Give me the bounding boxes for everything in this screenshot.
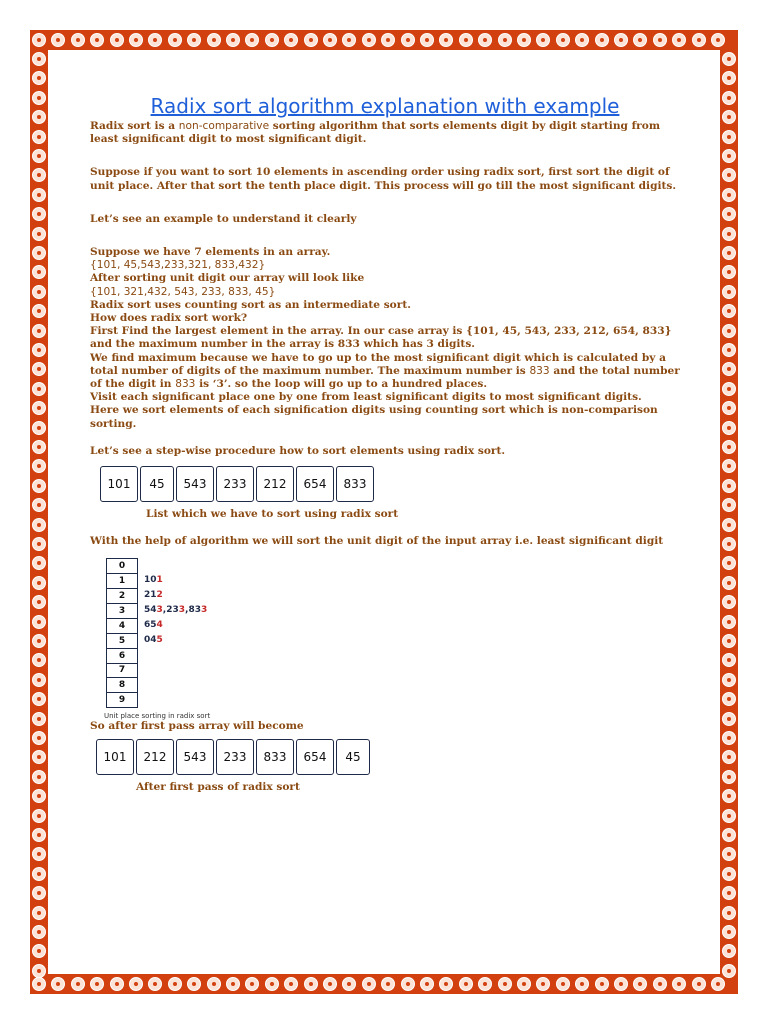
flower-ornament bbox=[265, 977, 279, 991]
array-cell: 833 bbox=[256, 739, 294, 775]
flower-ornament bbox=[32, 91, 46, 105]
flower-ornament bbox=[722, 130, 736, 144]
flower-ornament bbox=[148, 977, 162, 991]
flower-ornament bbox=[722, 304, 736, 318]
flower-ornament bbox=[342, 977, 356, 991]
flower-ornament bbox=[595, 977, 609, 991]
how-heading: How does radix sort work? bbox=[90, 312, 248, 325]
flower-ornament bbox=[722, 459, 736, 473]
bucket-row bbox=[144, 693, 207, 708]
flower-ornament bbox=[653, 977, 667, 991]
flower-ornament bbox=[722, 382, 736, 396]
flower-ornament bbox=[32, 576, 46, 590]
flower-ornament bbox=[32, 964, 46, 978]
flower-ornament bbox=[32, 847, 46, 861]
flower-ornament bbox=[614, 977, 628, 991]
flower-ornament bbox=[722, 324, 736, 338]
flower-ornament bbox=[32, 265, 46, 279]
flower-ornament bbox=[722, 362, 736, 376]
bucket-index: 6 bbox=[107, 648, 138, 663]
flower-ornament bbox=[722, 750, 736, 764]
flower-ornament bbox=[32, 770, 46, 784]
flower-ornament bbox=[722, 71, 736, 85]
array-cell: 233 bbox=[216, 466, 254, 502]
input-array bbox=[100, 466, 680, 502]
unit-digit-paragraph: With the help of algorithm we will sort the unit digit of the input array i.e. least significant digit bbox=[90, 535, 664, 548]
bucket-diagram bbox=[106, 548, 680, 708]
bucket-row bbox=[144, 633, 207, 648]
counting-sort-note: Radix sort uses counting sort as an intermediate sort. bbox=[90, 298, 411, 311]
flower-ornament bbox=[284, 977, 298, 991]
page-title: Radix sort algorithm explanation with example bbox=[150, 94, 620, 118]
flower-ornament bbox=[32, 692, 46, 706]
array-cell: 212 bbox=[256, 466, 294, 502]
flower-ornament bbox=[226, 977, 240, 991]
array-cell: 654 bbox=[296, 739, 334, 775]
flower-ornament bbox=[722, 168, 736, 182]
flower-ornament bbox=[32, 479, 46, 493]
flower-ornament bbox=[722, 149, 736, 163]
flower-ornament bbox=[722, 440, 736, 454]
first-pass-caption: After first pass of radix sort bbox=[136, 781, 300, 794]
flower-ornament bbox=[653, 33, 667, 47]
flower-ornament bbox=[207, 977, 221, 991]
flower-ornament bbox=[722, 246, 736, 260]
bucket-row bbox=[144, 618, 207, 633]
flower-ornament bbox=[722, 401, 736, 415]
bucket-item: 543 bbox=[144, 605, 163, 616]
first-pass-array bbox=[96, 739, 680, 775]
flower-ornament bbox=[381, 33, 395, 47]
flower-ornament bbox=[459, 977, 473, 991]
flower-ornament bbox=[32, 731, 46, 745]
flower-ornament bbox=[362, 977, 376, 991]
bucket-index: 9 bbox=[107, 693, 138, 708]
flower-ornament bbox=[556, 33, 570, 47]
flower-ornament bbox=[575, 33, 589, 47]
flower-ornament bbox=[722, 576, 736, 590]
flower-ornament bbox=[722, 285, 736, 299]
flower-ornament bbox=[32, 750, 46, 764]
flower-ornament bbox=[722, 52, 736, 66]
bucket-index: 5 bbox=[107, 633, 138, 648]
flower-ornament bbox=[362, 33, 376, 47]
flower-ornament bbox=[32, 401, 46, 415]
flower-ornament bbox=[722, 479, 736, 493]
flower-ornament bbox=[722, 207, 736, 221]
flower-ornament bbox=[32, 227, 46, 241]
flower-ornament bbox=[32, 188, 46, 202]
flower-ornament bbox=[32, 634, 46, 648]
flower-ornament bbox=[32, 828, 46, 842]
bucket-index: 1 bbox=[107, 574, 138, 589]
flower-ornament bbox=[51, 33, 65, 47]
flower-ornament bbox=[168, 977, 182, 991]
flower-ornament bbox=[722, 110, 736, 124]
array-original: {101, 45,543,233,321, 833,432} bbox=[90, 259, 266, 272]
flower-ornament bbox=[722, 227, 736, 241]
flower-ornament bbox=[633, 33, 647, 47]
intro-paragraph: Radix sort is a non-comparative sorting algorithm that sorts elements digit by digit starting from least significant digit to most significant digit. bbox=[90, 120, 661, 146]
flower-ornament bbox=[536, 33, 550, 47]
flower-ornament bbox=[32, 867, 46, 881]
flower-ornament bbox=[129, 977, 143, 991]
flower-ornament bbox=[32, 304, 46, 318]
flower-ornament bbox=[304, 977, 318, 991]
bucket-index: 0 bbox=[107, 559, 138, 574]
flower-ornament bbox=[226, 33, 240, 47]
flower-ornament bbox=[722, 964, 736, 978]
flower-ornament bbox=[722, 925, 736, 939]
flower-ornament bbox=[187, 33, 201, 47]
array-cell: 233 bbox=[216, 739, 254, 775]
paragraph-example: Let’s see an example to understand it clearly bbox=[90, 212, 357, 225]
flower-ornament bbox=[265, 33, 279, 47]
flower-ornament bbox=[245, 977, 259, 991]
unit-sort-caption: Unit place sorting in radix sort bbox=[104, 712, 211, 721]
flower-ornament bbox=[71, 33, 85, 47]
array-cell: 101 bbox=[96, 739, 134, 775]
flower-ornament bbox=[722, 265, 736, 279]
flower-ornament bbox=[722, 944, 736, 958]
flower-ornament bbox=[722, 789, 736, 803]
flower-ornament bbox=[420, 977, 434, 991]
flower-ornament bbox=[722, 906, 736, 920]
flower-ornament bbox=[420, 33, 434, 47]
unit-sort-description: After sorting unit digit our array will look like bbox=[90, 272, 365, 285]
bucket-index: 8 bbox=[107, 678, 138, 693]
flower-ornament bbox=[401, 977, 415, 991]
flower-ornament bbox=[32, 343, 46, 357]
flower-ornament bbox=[129, 33, 143, 47]
flower-ornament bbox=[498, 33, 512, 47]
flower-ornament bbox=[722, 809, 736, 823]
bucket-index: 7 bbox=[107, 663, 138, 678]
stepwise-heading: Let’s see a step-wise procedure how to sort elements using radix sort. bbox=[90, 444, 506, 457]
bucket-item: 833 bbox=[188, 605, 208, 616]
flower-ornament bbox=[439, 977, 453, 991]
array-cell: 101 bbox=[100, 466, 138, 502]
bucket-row bbox=[144, 663, 207, 678]
flower-ornament bbox=[32, 285, 46, 299]
flower-ornament bbox=[32, 130, 46, 144]
flower-ornament bbox=[722, 847, 736, 861]
flower-ornament bbox=[284, 33, 298, 47]
flower-ornament bbox=[32, 459, 46, 473]
flower-ornament bbox=[32, 168, 46, 182]
flower-ornament bbox=[90, 33, 104, 47]
flower-ornament bbox=[32, 556, 46, 570]
flower-ornament bbox=[32, 52, 46, 66]
flower-ornament bbox=[478, 977, 492, 991]
flower-ornament bbox=[32, 498, 46, 512]
flower-ornament bbox=[595, 33, 609, 47]
array-cell: 833 bbox=[336, 466, 374, 502]
flower-ornament bbox=[51, 977, 65, 991]
flower-ornament bbox=[517, 33, 531, 47]
array-cell: 212 bbox=[136, 739, 174, 775]
flower-ornament bbox=[32, 110, 46, 124]
flower-ornament bbox=[32, 71, 46, 85]
bucket-item: 654 bbox=[144, 620, 163, 631]
flower-ornament bbox=[722, 867, 736, 881]
flower-ornament bbox=[575, 977, 589, 991]
flower-ornament bbox=[711, 977, 725, 991]
bucket-item: 212 bbox=[144, 590, 163, 601]
bucket-row bbox=[144, 648, 207, 663]
flower-ornament bbox=[32, 809, 46, 823]
flower-ornament bbox=[32, 906, 46, 920]
flower-ornament bbox=[672, 33, 686, 47]
flower-ornament bbox=[187, 977, 201, 991]
bucket-row bbox=[144, 558, 207, 573]
flower-ornament bbox=[71, 977, 85, 991]
bucket-item: 101 bbox=[144, 575, 163, 586]
flower-ornament bbox=[722, 556, 736, 570]
flower-ornament bbox=[32, 421, 46, 435]
flower-ornament bbox=[722, 91, 736, 105]
flower-ornament bbox=[32, 653, 46, 667]
array-after-unit: {101, 321,432, 543, 233, 833, 45} bbox=[90, 285, 276, 298]
flower-ornament bbox=[32, 712, 46, 726]
find-largest: First Find the largest element in the array. In our case array is {101, 45, 543, 233, 212, 654, 833} and the maximum number in the array is 833 which has 3 digits. bbox=[90, 325, 672, 351]
array-description: Suppose we have 7 elements in an array. bbox=[90, 246, 331, 259]
flower-ornament bbox=[722, 692, 736, 706]
flower-ornament bbox=[439, 33, 453, 47]
flower-ornament bbox=[168, 33, 182, 47]
flower-ornament bbox=[32, 673, 46, 687]
flower-ornament bbox=[32, 207, 46, 221]
flower-ornament bbox=[722, 770, 736, 784]
flower-ornament bbox=[722, 731, 736, 745]
flower-ornament bbox=[517, 977, 531, 991]
bucket-item: 045 bbox=[144, 635, 163, 646]
after-first-pass-text: So after first pass array will become bbox=[90, 720, 304, 733]
flower-ornament bbox=[722, 518, 736, 532]
flower-ornament bbox=[672, 977, 686, 991]
flower-ornament bbox=[722, 712, 736, 726]
bucket-contents bbox=[144, 558, 207, 708]
flower-ornament bbox=[32, 944, 46, 958]
flower-ornament bbox=[381, 977, 395, 991]
flower-ornament bbox=[32, 595, 46, 609]
paragraph-ascending: Suppose if you want to sort 10 elements in ascending order using radix sort, first sort the digit of unit place. After that sort the tenth place digit. This process will go till the most significant digits. bbox=[90, 166, 677, 192]
flower-ornament bbox=[556, 977, 570, 991]
array-cell: 45 bbox=[336, 739, 370, 775]
flower-ornament bbox=[711, 33, 725, 47]
flower-ornament bbox=[32, 977, 46, 991]
array-cell: 654 bbox=[296, 466, 334, 502]
counting-sort-detail: Here we sort elements of each signification digits using counting sort which is non-comparison sorting. bbox=[90, 404, 658, 430]
document-body bbox=[90, 92, 680, 794]
bucket-row bbox=[144, 573, 207, 588]
flower-ornament bbox=[722, 421, 736, 435]
bucket-index: 3 bbox=[107, 603, 138, 618]
flower-ornament bbox=[110, 977, 124, 991]
flower-ornament bbox=[692, 33, 706, 47]
array-cell: 543 bbox=[176, 739, 214, 775]
flower-ornament bbox=[498, 977, 512, 991]
flower-ornament bbox=[342, 33, 356, 47]
flower-ornament bbox=[401, 33, 415, 47]
array-cell: 45 bbox=[140, 466, 174, 502]
flower-ornament bbox=[32, 440, 46, 454]
flower-ornament bbox=[32, 925, 46, 939]
array-cell: 543 bbox=[176, 466, 214, 502]
flower-ornament bbox=[32, 382, 46, 396]
bucket-index: 2 bbox=[107, 589, 138, 604]
flower-ornament bbox=[32, 518, 46, 532]
flower-ornament bbox=[32, 615, 46, 629]
flower-ornament bbox=[722, 673, 736, 687]
flower-ornament bbox=[32, 246, 46, 260]
flower-ornament bbox=[478, 33, 492, 47]
flower-ornament bbox=[614, 33, 628, 47]
flower-ornament bbox=[32, 362, 46, 376]
flower-ornament bbox=[722, 653, 736, 667]
bucket-table bbox=[106, 558, 138, 708]
flower-ornament bbox=[32, 886, 46, 900]
flower-ornament bbox=[722, 537, 736, 551]
flower-ornament bbox=[722, 615, 736, 629]
flower-ornament bbox=[722, 188, 736, 202]
flower-ornament bbox=[722, 595, 736, 609]
flower-ornament bbox=[722, 498, 736, 512]
bucket-item: 233 bbox=[166, 605, 186, 616]
bucket-row bbox=[144, 678, 207, 693]
bucket-index: 4 bbox=[107, 618, 138, 633]
flower-ornament bbox=[536, 977, 550, 991]
bucket-row: 543,233,833 bbox=[144, 605, 208, 616]
flower-ornament bbox=[32, 33, 46, 47]
flower-ornament bbox=[323, 33, 337, 47]
flower-ornament bbox=[633, 977, 647, 991]
flower-ornament bbox=[245, 33, 259, 47]
flower-ornament bbox=[32, 537, 46, 551]
flower-ornament bbox=[722, 828, 736, 842]
flower-ornament bbox=[207, 33, 221, 47]
input-array-caption: List which we have to sort using radix sort bbox=[146, 508, 399, 521]
flower-ornament bbox=[32, 149, 46, 163]
visit-places: Visit each significant place one by one from least significant digits to most significant digits. bbox=[90, 391, 642, 404]
flower-ornament bbox=[459, 33, 473, 47]
flower-ornament bbox=[722, 886, 736, 900]
flower-ornament bbox=[692, 977, 706, 991]
flower-ornament bbox=[32, 789, 46, 803]
bucket-row bbox=[144, 588, 207, 603]
flower-ornament bbox=[323, 977, 337, 991]
flower-ornament bbox=[722, 343, 736, 357]
max-explanation: We find maximum because we have to go up to the most significant digit which is calculated by a total number of digits of the maximum number. The maximum number is 833 and the total number of the digit in 833 is ‘3’. so the loop will go up to a hundred places. bbox=[90, 351, 680, 391]
flower-ornament bbox=[110, 33, 124, 47]
flower-ornament bbox=[148, 33, 162, 47]
flower-ornament bbox=[722, 634, 736, 648]
flower-ornament bbox=[32, 324, 46, 338]
flower-ornament bbox=[90, 977, 104, 991]
flower-ornament bbox=[304, 33, 318, 47]
